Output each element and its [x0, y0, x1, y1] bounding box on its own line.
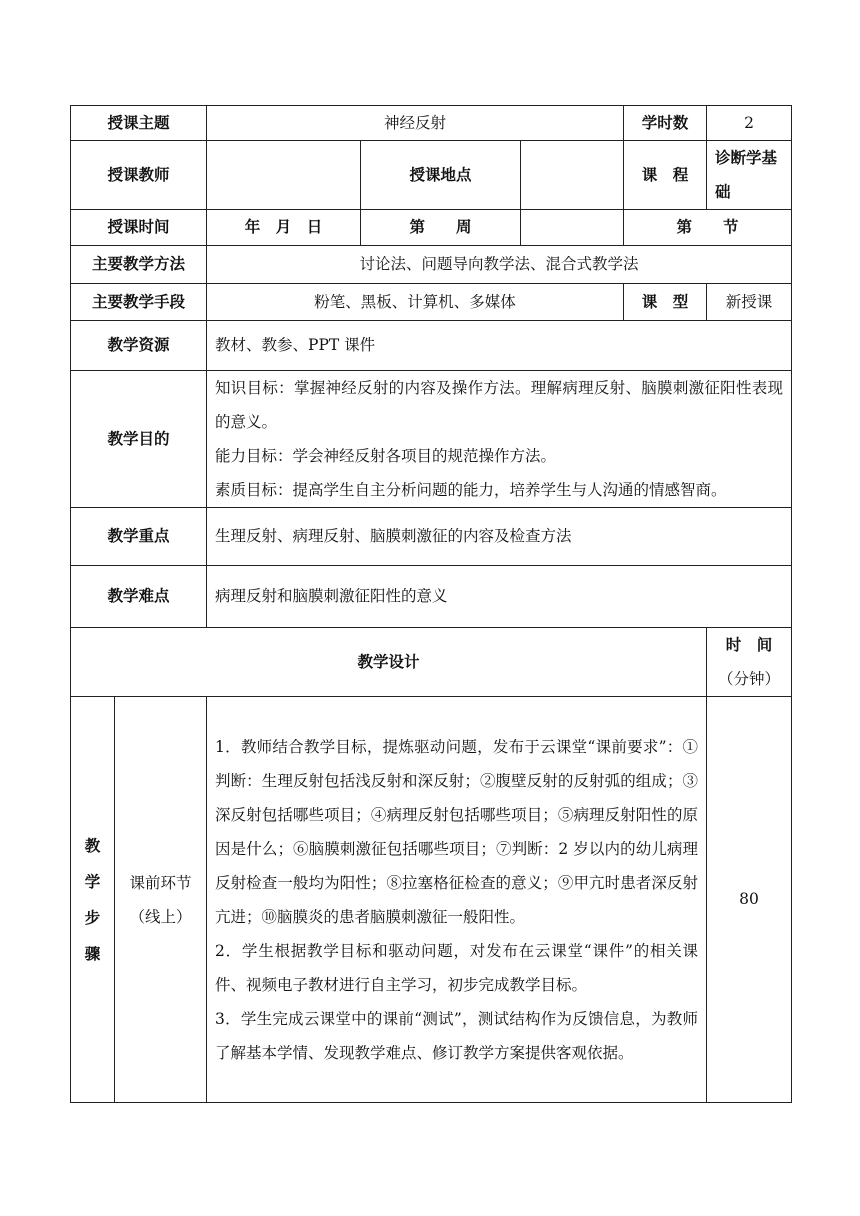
row-method — [71, 246, 792, 284]
row-steps — [71, 697, 792, 1103]
difficulty-label: 教学难点 — [71, 566, 207, 628]
row-means — [71, 284, 792, 321]
steps-char-3: 步 — [84, 908, 101, 927]
section-text: 第 节 — [624, 210, 792, 246]
steps-char-2: 学 — [84, 872, 101, 891]
row-topic — [71, 106, 792, 141]
phase-name: 课前环节 — [129, 873, 192, 892]
row-teacher — [71, 141, 792, 210]
hours-value: 2 — [707, 106, 792, 141]
week-text: 第 周 — [361, 210, 521, 246]
steps-char-1: 教 — [84, 836, 101, 855]
row-time — [71, 210, 792, 246]
steps-label — [71, 697, 115, 1103]
type-label: 课 型 — [624, 284, 707, 321]
hours-label: 学时数 — [624, 106, 707, 141]
method-label: 主要教学方法 — [71, 246, 207, 284]
time-header-unit: （分钟） — [718, 670, 781, 688]
goal-label: 教学目的 — [71, 371, 207, 508]
design-label: 教学设计 — [71, 628, 707, 697]
resource-label: 教学资源 — [71, 321, 207, 371]
goal-content — [207, 371, 792, 508]
key-value: 生理反射、病理反射、脑膜刺激征的内容及检查方法 — [207, 508, 792, 566]
means-value: 粉笔、黑板、计算机、多媒体 — [207, 284, 624, 321]
phase-cell — [115, 697, 207, 1103]
goal-ability: 能力目标：学会神经反射各项目的规范操作方法。 — [215, 447, 557, 465]
teacher-value — [207, 141, 361, 210]
resource-value: 教材、教参、PPT 课件 — [207, 321, 792, 371]
key-label: 教学重点 — [71, 508, 207, 566]
type-value: 新授课 — [707, 284, 792, 321]
place-value — [521, 141, 624, 210]
method-value: 讨论法、问题导向教学法、混合式教学法 — [207, 246, 792, 284]
blank-cell — [521, 210, 624, 246]
date-text: 年 月 日 — [207, 210, 361, 246]
lesson-plan-table — [70, 105, 792, 1103]
means-label: 主要教学手段 — [71, 284, 207, 321]
minutes-value: 80 — [707, 697, 792, 1103]
topic-label: 授课主题 — [71, 106, 207, 141]
steps-content — [207, 697, 707, 1103]
goal-knowledge: 知识目标：掌握神经反射的内容及操作方法。理解病理反射、脑膜刺激征阳性表现的意义。 — [215, 379, 784, 431]
topic-value: 神经反射 — [207, 106, 624, 141]
time-header-label: 时 间 — [725, 636, 773, 654]
step-paragraph-1: 1．教师结合教学目标，提炼驱动问题，发布于云课堂“课前要求”：①判断：生理反射包括浅反射和深反射；②腹壁反射的反射弧的组成；③深反射包括哪些项目；④病理反射包括哪些项目；⑤病理反射阳性的原因是什么；⑥脑膜刺激征包括哪些项目；⑦判断：2 岁以内的幼儿病理反射检查一般均为阳性；⑧拉塞格征检查的意义；⑨甲亢时患者深反射亢进；⑩脑膜炎的患者脑膜刺激征一般阳性。 — [215, 737, 699, 926]
teacher-label: 授课教师 — [71, 141, 207, 210]
place-label: 授课地点 — [361, 141, 521, 210]
row-design — [71, 628, 792, 697]
goal-quality: 素质目标：提高学生自主分析问题的能力，培养学生与人沟通的情感智商。 — [215, 481, 727, 499]
course-value: 诊断学基础 — [707, 141, 792, 210]
course-label: 课 程 — [624, 141, 707, 210]
steps-char-4: 骤 — [84, 944, 101, 963]
row-resource — [71, 321, 792, 371]
phase-mode: （线上） — [129, 907, 192, 926]
time-label: 授课时间 — [71, 210, 207, 246]
row-key — [71, 508, 792, 566]
step-paragraph-2: 2．学生根据教学目标和驱动问题，对发布在云课堂“课件”的相关课件、视频电子教材进行自主学习，初步完成教学目标。 — [215, 941, 699, 994]
row-goal — [71, 371, 792, 508]
row-difficulty — [71, 566, 792, 628]
difficulty-value: 病理反射和脑膜刺激征阳性的意义 — [207, 566, 792, 628]
time-header — [707, 628, 792, 697]
step-paragraph-3: 3．学生完成云课堂中的课前“测试”，测试结构作为反馈信息，为教师了解基本学情、发现教学难点、修订教学方案提供客观依据。 — [215, 1009, 699, 1062]
